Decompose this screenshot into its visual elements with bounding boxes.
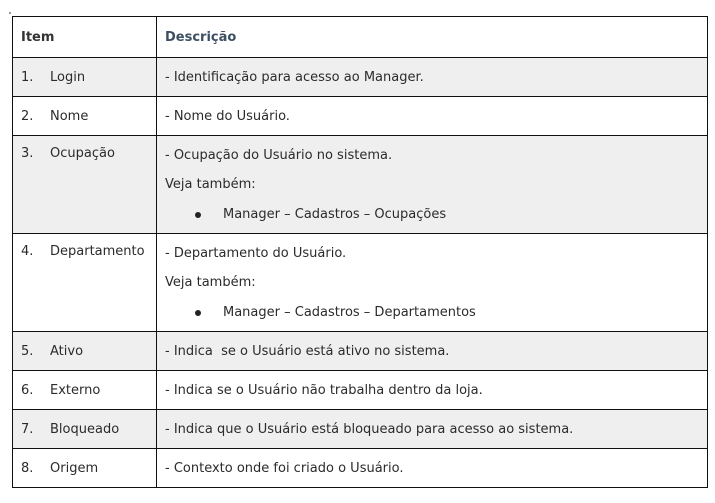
- item-cell: [13, 234, 157, 332]
- header-item: Item: [13, 17, 157, 58]
- table-row: [13, 58, 708, 97]
- item-cell: [13, 332, 157, 371]
- item-cell: [13, 449, 157, 488]
- item-name: Nome: [50, 108, 89, 124]
- table-header-row: [13, 17, 708, 58]
- table-row: [13, 234, 708, 332]
- item-cell: [13, 97, 157, 136]
- description-text: - Nome do Usuário.: [165, 108, 290, 124]
- description-text: - Identificação para acesso ao Manager.: [165, 69, 424, 85]
- table-row: [13, 332, 708, 371]
- description-text: - Departamento do Usuário.: [165, 246, 347, 261]
- item-number: 3.: [21, 146, 34, 161]
- description-cell: [157, 136, 708, 234]
- corner-mark: [9, 12, 11, 14]
- description-cell: [157, 371, 708, 410]
- item-name: Login: [50, 69, 86, 85]
- item-number: 4.: [21, 244, 34, 259]
- description-cell: [157, 58, 708, 97]
- header-description: Descrição: [157, 17, 708, 58]
- fields-table: [12, 16, 708, 488]
- see-also-list-item: [165, 205, 699, 224]
- item-number: 8.: [21, 460, 34, 476]
- see-also-label: Veja também:: [165, 177, 256, 192]
- description-cell: [157, 410, 708, 449]
- item-name: Externo: [50, 382, 101, 398]
- description-cell: [157, 332, 708, 371]
- description-text: - Indica se o Usuário não trabalha dentro da loja.: [165, 382, 483, 398]
- item-name: Departamento: [50, 244, 145, 259]
- description-text: - Contexto onde foi criado o Usuário.: [165, 460, 404, 476]
- item-number: 5.: [21, 343, 34, 359]
- item-name: Bloqueado: [50, 421, 120, 437]
- table-row: [13, 410, 708, 449]
- table-row: [13, 449, 708, 488]
- item-name: Ativo: [50, 343, 84, 359]
- item-cell: [13, 371, 157, 410]
- description-text: - Indica que o Usuário está bloqueado para acesso ao sistema.: [165, 421, 574, 437]
- description-text: - Ocupação do Usuário no sistema.: [165, 148, 393, 163]
- table-row: [13, 371, 708, 410]
- item-number: 6.: [21, 382, 34, 398]
- item-name: Origem: [50, 460, 99, 476]
- bullet-icon: [195, 310, 201, 316]
- item-cell: [13, 136, 157, 234]
- description-cell: [157, 449, 708, 488]
- item-name: Ocupação: [50, 146, 115, 161]
- see-also-label: Veja também:: [165, 275, 256, 290]
- item-number: 7.: [21, 421, 34, 437]
- item-cell: [13, 410, 157, 449]
- table-row: [13, 97, 708, 136]
- item-cell: [13, 58, 157, 97]
- see-also-link-text: Manager – Cadastros – Ocupações: [223, 207, 447, 222]
- description-cell: [157, 234, 708, 332]
- bullet-icon: [195, 212, 201, 218]
- description-cell: [157, 97, 708, 136]
- see-also-list-item: [165, 303, 699, 322]
- table-row: [13, 136, 708, 234]
- see-also-link-text: Manager – Cadastros – Departamentos: [223, 305, 476, 320]
- description-text: - Indica se o Usuário está ativo no sistema.: [165, 343, 450, 359]
- item-number: 2.: [21, 108, 34, 124]
- item-number: 1.: [21, 69, 34, 85]
